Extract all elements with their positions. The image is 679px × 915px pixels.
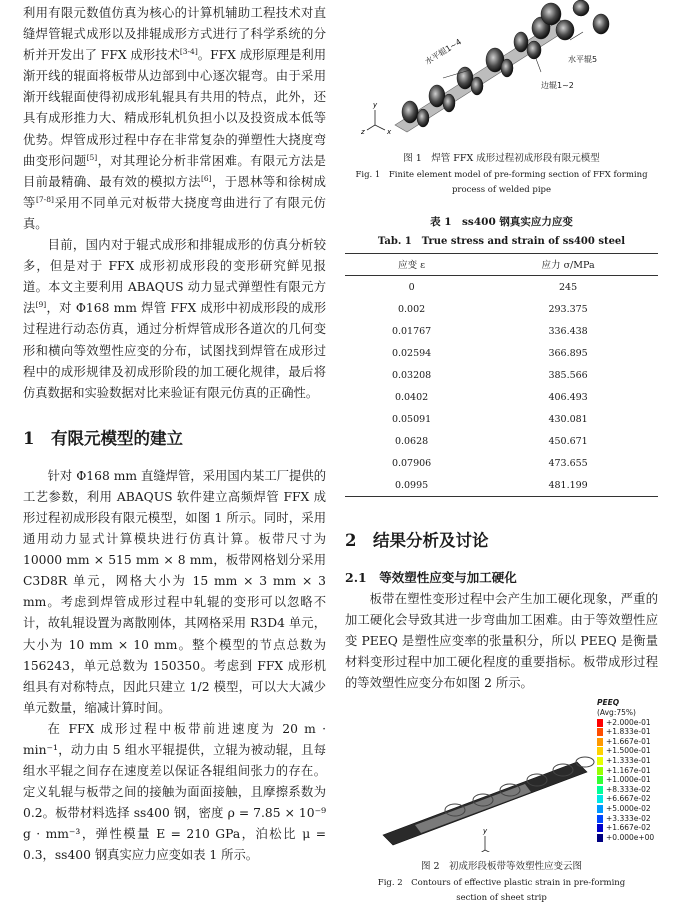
axis-z-label: z <box>361 128 365 136</box>
legend-value: +1.500e-01 <box>606 746 651 756</box>
figure-2-caption-en-line1: Fig. 2 Contours of effective plastic strain in pre-forming <box>377 878 626 889</box>
legend-entry <box>597 727 654 737</box>
table-cell-stress: 430.081 <box>548 413 588 425</box>
legend-swatch <box>597 728 603 736</box>
legend-swatch <box>597 834 603 842</box>
legend-entry <box>597 833 654 843</box>
legend-value: +1.667e-02 <box>606 823 651 833</box>
table-cell-stress: 450.671 <box>548 435 588 447</box>
legend-entry <box>597 785 654 795</box>
legend-swatch <box>597 786 603 794</box>
figure-2 <box>345 700 658 852</box>
table-row <box>345 408 658 430</box>
axis-y-label: y <box>373 101 378 109</box>
fig2-axis-triad <box>477 836 495 852</box>
legend-swatch <box>597 738 603 746</box>
legend-entry <box>597 775 654 785</box>
table-row <box>345 386 658 408</box>
legend-entry <box>597 737 654 747</box>
table-1-title-cn: 表 1 ss400 钢真实应力应变 <box>430 216 573 228</box>
stress-strain-table <box>345 253 658 497</box>
legend-entry <box>597 804 654 814</box>
table-cell-strain: 0.05091 <box>391 413 432 425</box>
table-cell-stress: 473.655 <box>548 457 588 469</box>
table-cell-stress: 406.493 <box>548 391 588 403</box>
table-cell-strain: 0.002 <box>397 303 426 315</box>
figure-2-caption-en-line2: section of sheet strip <box>456 893 547 904</box>
fig1-label-edge-rolls: 边辊1~2 <box>541 81 574 90</box>
legend-value: +1.167e-01 <box>606 765 651 775</box>
legend-value: +8.333e-02 <box>606 784 651 794</box>
figure-1-caption-en-line1: Fig. 1 Finite element model of pre-forming section of FFX forming <box>355 170 648 180</box>
legend-swatch <box>597 767 603 775</box>
legend-swatch <box>597 757 603 765</box>
legend-entry <box>597 756 654 766</box>
table-row <box>345 298 658 320</box>
section-1-paragraph-2: 在 FFX 成形过程中板带前进速度为 20 m · min⁻¹，动力由 5 组水平辊提供，立辊为被动辊，且每组水平辊之间存在速度差以保证各辊组间张力的存在。定义轧辊与板带之间的接触为面面接触，且摩擦系数为 0.2。板带材料选择 ss400 钢，密度 ρ = 7.85 × 10⁻⁹ g · mm⁻³，弹性模量 E = 210 GPa，泊松比 μ = 0.3，ss400 钢真实应力应变如表 1 所示。 <box>23 721 326 863</box>
table-cell-stress: 481.199 <box>478 474 658 497</box>
legend-value: +1.833e-01 <box>606 727 651 737</box>
axis-x-label: x <box>387 128 392 136</box>
legend-value: +1.667e-01 <box>606 736 651 746</box>
legend-value: +2.000e-01 <box>606 717 651 727</box>
peeq-legend <box>597 698 654 842</box>
legend-value: +1.333e-01 <box>606 756 651 766</box>
intro-paragraph-2: 目前，国内对于辊式成形和排辊成形的仿真分析较多，但是对于 FFX 成形初成形段的变形研究鲜见报道。本文主要利用 ABAQUS 动力显式弹塑性有限元方法[9]，对 Φ168 mm 焊管 FFX 成形中初成形段的成形过程进行动态仿真，通过分析焊管成形各道次的几何变形和横向等效塑性应变的分布，试图找到焊管在成形过程中的成形规律及初成形阶段的加工硬化规律，最后将仿真数据和实验数据对比来验证有限元仿真的正确性。 <box>23 238 326 400</box>
right-column <box>345 0 658 906</box>
table-row <box>345 364 658 386</box>
legend-value: +0.000e+00 <box>606 832 655 842</box>
table-row <box>345 276 658 299</box>
table-cell-stress: 293.375 <box>548 303 588 315</box>
figure-1-caption-en-line2: process of welded pipe <box>451 185 552 195</box>
legend-value: +5.000e-02 <box>606 804 651 813</box>
table-header-strain: 应变 ε <box>345 254 478 276</box>
table-cell-strain: 0.0402 <box>394 391 429 403</box>
section-2-heading: 2 结果分析及讨论 <box>345 531 489 550</box>
legend-entry <box>597 746 654 756</box>
table-cell-stress: 336.438 <box>548 325 588 337</box>
legend-swatch <box>597 795 603 803</box>
table-cell-stress: 366.895 <box>548 347 588 359</box>
legend-swatch <box>597 776 603 784</box>
table-cell-strain: 0 <box>408 281 415 293</box>
table-1-title-en: Tab. 1 True stress and strain of ss400 steel <box>377 236 626 247</box>
legend-swatch <box>597 747 603 755</box>
legend-value: +3.333e-02 <box>606 813 651 823</box>
subsection-2-1-heading: 2.1 等效塑性应变与加工硬化 <box>345 570 517 585</box>
table-header-row <box>345 254 658 276</box>
legend-entry <box>597 814 654 824</box>
table-cell-stress: 245 <box>559 281 578 293</box>
legend-value: +1.000e-01 <box>606 775 651 785</box>
left-column <box>23 0 326 867</box>
fig1-label-horizontal-rolls: 水平辊1~4 <box>423 37 463 67</box>
table-cell-strain: 0.02594 <box>391 347 432 359</box>
figure-2-caption-cn: 图 2 初成形段板带等效塑性应变云图 <box>420 861 583 873</box>
table-row <box>345 452 658 474</box>
table-cell-strain: 0.03208 <box>391 369 432 381</box>
figure-1-caption-cn: 图 1 焊管 FFX 成形过程初成形段有限元模型 <box>403 153 600 164</box>
legend-swatch <box>597 815 603 823</box>
fe-model-illustration <box>345 0 658 148</box>
fig2-axis-y-label: y <box>483 827 488 836</box>
figure-1 <box>345 0 658 148</box>
legend-swatch <box>597 805 603 813</box>
subsection-2-1-paragraph: 板带在塑性变形过程中会产生加工硬化现象，严重的加工硬化会导致其进一步弯曲加工困难。由于等效塑性应变 PEEQ 是塑性应变率的张量积分，所以 PEEQ 是衡量材料变形过程中加工硬化程度的重要指标。板带成形过程的等效塑性应变分布如图 2 所示。 <box>345 592 658 691</box>
section-1-paragraph-1: 针对 Φ168 mm 直缝焊管，采用国内某工厂提供的工艺参数，利用 ABAQUS 软件建立高频焊管 FFX 成形过程初成形段有限元模型，如图 1 所示。同时，采用通用动力显式计算模块进行仿真计算。板带尺寸为 10000 mm × 515 mm × 8 mm，板带网格划分采用 C3D8R 单元，网格大小为 15 mm × 3 mm × 3 mm。考虑到焊管成形过程中轧辊的变形可以忽略不计，故轧辊设置为离散刚体，其网格采用 R3D4 单元，大小为 10 mm × 10 mm。整个模型的节点总数为 156243，单元总数为 150350。考虑到 FFX 成形机组具有对称特点，因此只建立 1/2 模型，可以大大减少单元数量，缩减计算时间。 <box>23 468 326 715</box>
legend-swatch <box>597 824 603 832</box>
table-header-stress: 应力 σ/MPa <box>478 254 658 276</box>
legend-swatch <box>597 719 603 727</box>
table-row <box>345 474 658 497</box>
table-cell-strain: 0.01767 <box>391 325 432 337</box>
fig1-label-horizontal-roll-5: 水平辊5 <box>568 55 598 64</box>
legend-entry <box>597 794 654 804</box>
table-row <box>345 430 658 452</box>
table-cell-strain: 0.07906 <box>391 457 432 469</box>
table-cell-strain: 0.0628 <box>394 435 429 447</box>
table-row <box>345 342 658 364</box>
axis-triad <box>367 110 385 130</box>
legend-entry <box>597 766 654 776</box>
table-cell-strain: 0.0995 <box>345 474 478 497</box>
legend-entry <box>597 823 654 833</box>
legend-subtitle: (Avg:75%) <box>597 708 636 718</box>
legend-entry <box>597 718 654 728</box>
legend-value: +6.667e-02 <box>606 794 651 804</box>
legend-title: PEEQ <box>597 698 620 708</box>
table-row <box>345 320 658 342</box>
table-cell-stress: 385.566 <box>548 369 588 381</box>
section-1-heading: 1 有限元模型的建立 <box>23 428 183 448</box>
intro-paragraph-1: 利用有限元数值仿真为核心的计算机辅助工程技术对直缝焊管辊式成形以及排辊成形方式进行了科学系统的分析并开发出了 FFX 成形技术[3-4]。FFX 成形原理是利用渐开线的辊面将板带从边部到中心逐次辊弯。由于采用渐开线辊面使得初成形轧辊具有共用的特点，此外，还具有成形推力大、精成形轧机负担小以及投资成本低等优势。焊管成形过程中存在非常复杂的弹塑性大挠度弯曲变形问题[5]，对其理论分析非常困难。有限元方法是目前最精确、最有效的模拟方法[6]，于恩林等和徐树成等[7-8]采用不同单元对板带大挠度弯曲进行了有限元仿真。 <box>23 6 327 231</box>
